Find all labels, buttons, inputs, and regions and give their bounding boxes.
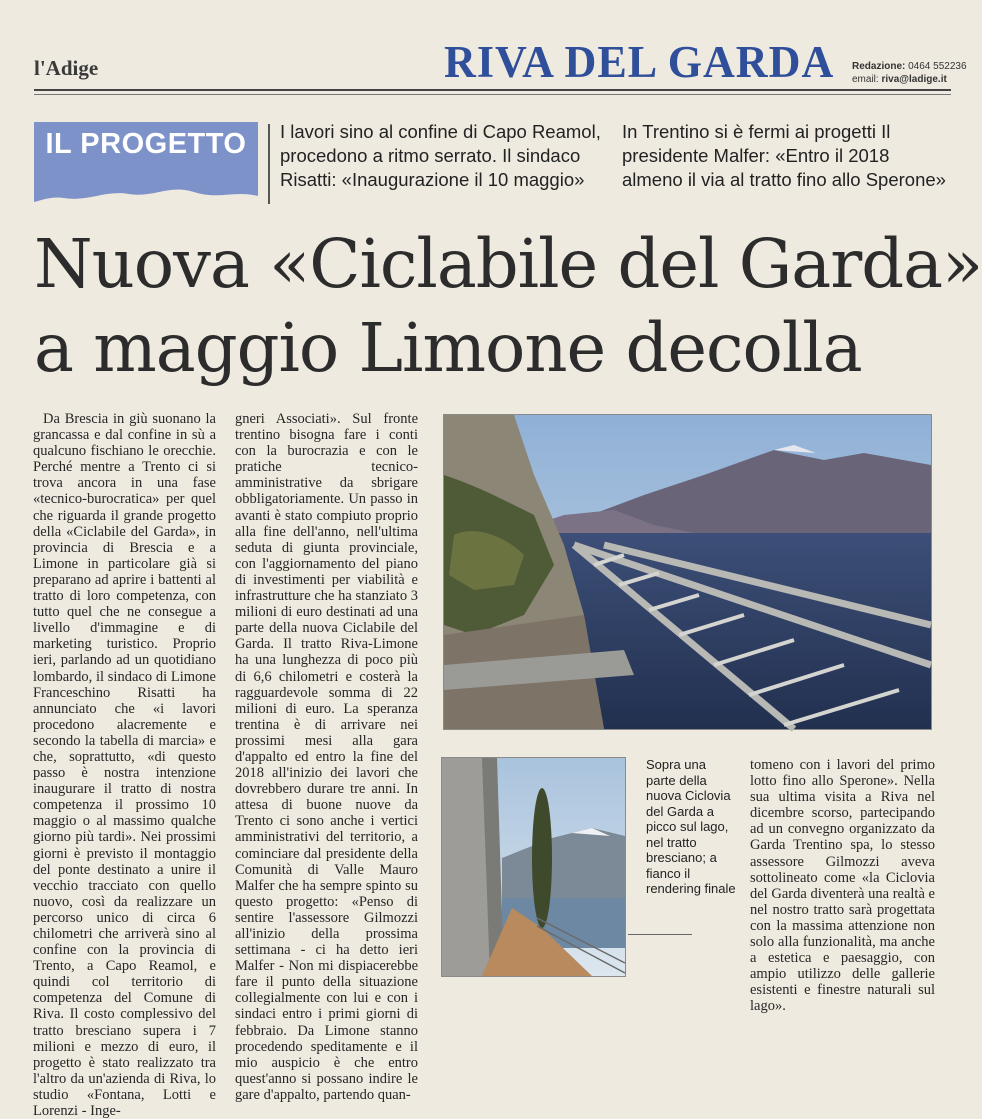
article-text-4: tomeno con i lavori del primo lotto fino allo Sperone». Nella sua ultima visita a Riva nel dicembre scorso, partecipando ad un convegno organizzato da Garda Trentino spa, lo stesso assessore Gilmozzi aveva sottolineato come «la Ciclovia del Garda diventerà una realtà e nel nostro tratto sarà progettata con la massima attenzione non solo alla funzionalità, ma anche a estetica e paesaggio, con ampio utilizzo delle gallerie esistenti e finestre naturali sul lago». xyxy=(750,757,935,1015)
subhead-right: In Trentino si è fermi ai progetti Il presidente Malfer: «Entro il 2018 almeno il via al tratto fino allo Sperone» xyxy=(622,121,946,190)
contact-label-email: email: xyxy=(852,74,879,85)
header-rule-thin xyxy=(34,94,951,95)
masthead-logo: l'Adige xyxy=(34,56,99,80)
kicker-wave-decoration xyxy=(34,178,258,208)
article-text-2: gneri Associati». Sul fronte trentino bisogna fare i conti con la burocrazia e con le pratiche tecnico-amministrative da sbrigare obbligatoriamente. Un passo in avanti è stato compiuto proprio alla fine dell'anno, nell'ultima seduta di giunta provinciale, con l'aggiornamento del piano di investimenti per viabilità e infrastrutture che ha stanziato 3 milioni di euro destinati ad una parte della nuova Ciclabile del Garda. Il tratto Riva-Limone ha una lunghezza di poco più di 6,6 chilometri e costerà la ragguardevole somma di 22 milioni di euro. La speranza trentina è di arrivare nei prossimi mesi alla gara d'appalto ed entro la fine del 2018 all'inizio dei lavori che dovrebbero durare tre anni. In attesa di buone nuove da Trento ci sono anche i vertici amministrativi del territorio, a cominciare dal presidente della Comunità di Valle Mauro Malfer che ha sempre spinto su questo progetto: «Penso di sentire l'assessore Gilmozzi all'inizio della prossima settimana - ci ha detto ieri Malfer - Non mi dispiacerebbe fare il punto della situazione collegialmente con lui e con i sindaci entro i primi giorni di febbraio. Da Limone stanno procedendo speditamente e il mio auspicio è che entro quest'anno si possano indire le gare d'appalto, partendo quan- xyxy=(235,411,418,1103)
photo-caption: Sopra una parte della nuova Ciclovia del Garda a picco sul lago, nel tratto bresciano; a fianco il rendering finale xyxy=(646,757,736,896)
contact-phone: 0464 552236 xyxy=(908,61,967,72)
main-photo xyxy=(443,414,932,730)
article-column-2 xyxy=(235,411,418,1103)
headline xyxy=(34,222,982,390)
headline-line-1: Nuova «Ciclabile del Garda» xyxy=(34,225,982,303)
contact-label-phone: Redazione: xyxy=(852,61,906,72)
headline-line-2: a maggio Limone decolla xyxy=(34,309,862,387)
contact-info xyxy=(852,60,967,86)
rendering-photo xyxy=(441,757,626,977)
contact-email: riva@ladige.it xyxy=(881,74,947,85)
kicker-divider xyxy=(268,124,270,204)
article-column-4 xyxy=(750,757,935,1015)
header-rule xyxy=(34,89,951,91)
caption-rule xyxy=(628,934,692,935)
section-title: RIVA DEL GARDA xyxy=(444,37,835,87)
lake-bikepath-photo xyxy=(444,415,931,729)
bikepath-rendering-image xyxy=(442,758,625,976)
kicker-label: IL PROGETTO xyxy=(45,128,247,160)
article-text-1: Da Brescia in giù suonano la grancassa e dal confine in sù a qualcuno fischiano le orecchie. Perché mentre a Trento ci si trova ancora in una fase «tecnico-burocratica» per quel che riguarda il grande progetto della «Ciclabile del Garda», in provincia di Brescia e a Limone in particolare già si preparano ad aprire i battenti al tratto di loro competenza, con tutto quel che ne consegue a livello d'immagine e di marketing turistico. Proprio ieri, parlando ad un quotidiano lombardo, il sindaco di Limone Franceschino Risatti ha annunciato che «i lavori procedono alacremente e secondo la tabella di marcia» e che, soprattutto, «di questo passo è nostra intenzione inaugurare il tratto di nostra competenza il prossimo 10 maggio o al massimo qualche giorno più tardi». Nei prossimi giorni è previsto il montaggio del ponte destinato a unire il vecchio tracciato con quello nuovo, così da realizzare un percorso unico di circa 6 chilometri che arriverà sino al confine con la provincia di Trento, a Capo Reamol, e quindi col territorio di competenza del Comune di Riva. Il costo complessivo del tratto bresciano supera i 7 milioni e mezzo di euro, il progetto è stato realizzato tra l'altro da un'azienda di Riva, lo studio «Fontana, Lotti e Lorenzi - Inge- xyxy=(33,411,216,1119)
article-column-1 xyxy=(33,411,216,1119)
subhead-left: I lavori sino al confine di Capo Reamol, procedono a ritmo serrato. Il sindaco Risatti: «Inaugurazione il 10 maggio» xyxy=(280,121,601,190)
